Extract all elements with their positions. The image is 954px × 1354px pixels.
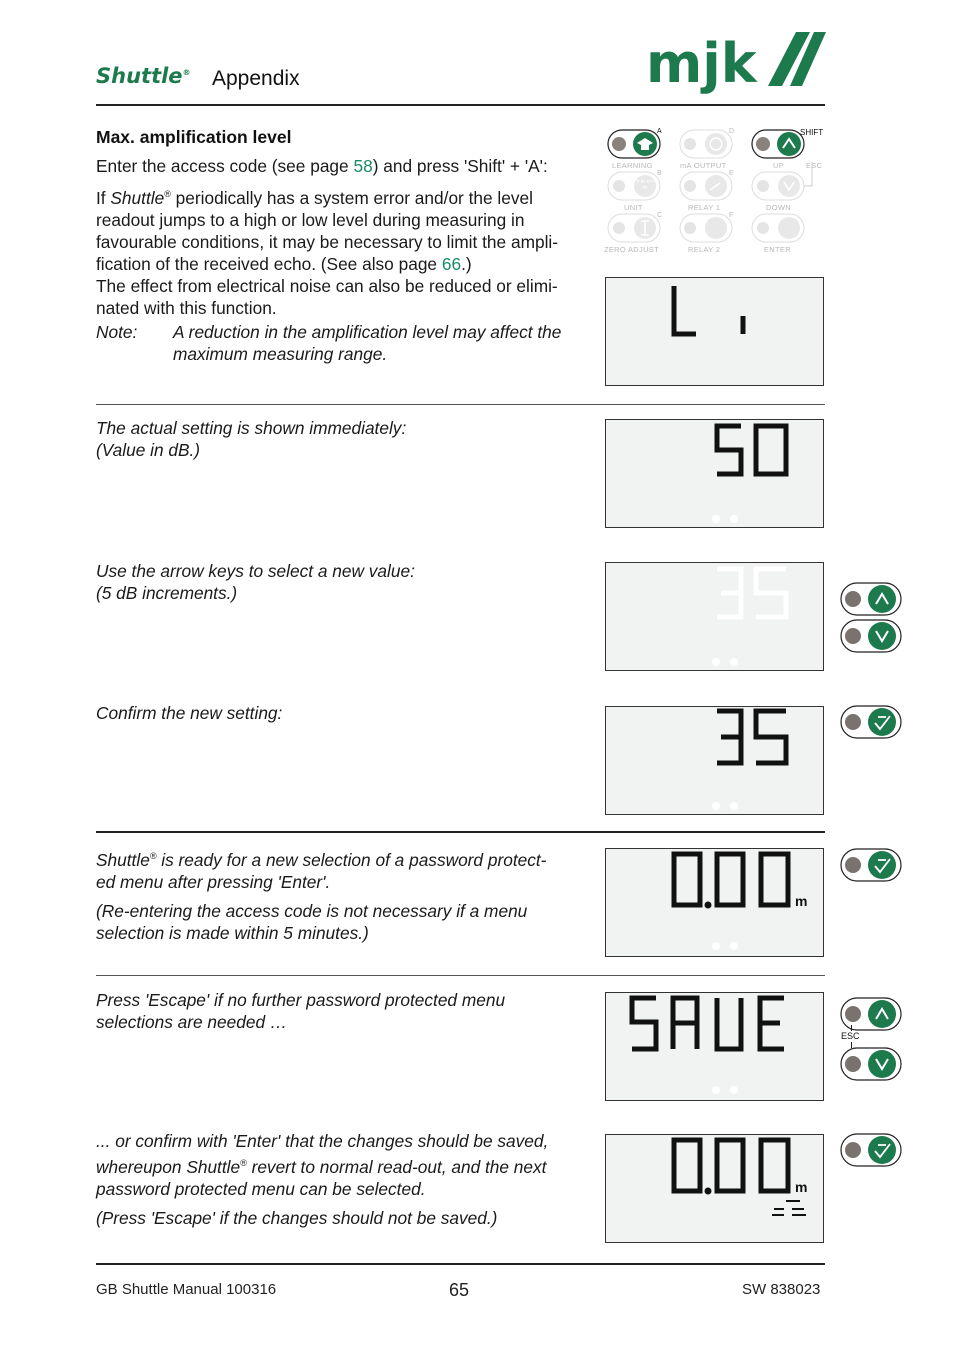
label-esc: ESC xyxy=(806,161,823,170)
section-rule-3 xyxy=(96,975,825,976)
header-rule xyxy=(96,104,825,106)
letter-e: E xyxy=(729,170,734,177)
note-text: A reduction in the amplification level may affect the maximum measuring range. xyxy=(173,322,562,364)
lcd-display-3 xyxy=(605,562,824,671)
esc-label: ESC xyxy=(841,1031,860,1041)
footer-manual: GB Shuttle Manual 100316 xyxy=(96,1281,277,1298)
section-heading: Max. amplification level xyxy=(96,127,292,147)
lcd-35-digits xyxy=(606,707,825,816)
label-shift: SHIFT xyxy=(800,128,824,137)
label-learning: LEARNING xyxy=(612,161,653,170)
lcd-000-digits xyxy=(606,849,825,958)
enter-key[interactable] xyxy=(752,214,804,242)
footer-rule xyxy=(96,1263,825,1265)
down-button[interactable] xyxy=(840,1047,904,1081)
explanation-paragraph: If Shuttle® periodically has a system error and/or the level readout jumps to a high or low level during measuring in favourable conditions, it may be necessary to limit the ampli- fication of the received echo. (See also page 66.) The effect from electrical noise can also be reduced or elimi- nated with this function. xyxy=(96,187,559,318)
step-3-text: Confirm the new setting: xyxy=(96,703,283,723)
ma-output-key[interactable] xyxy=(680,128,735,158)
enter-button[interactable] xyxy=(840,1133,904,1167)
label-enter: ENTER xyxy=(764,245,791,254)
lcd-li-digits xyxy=(606,278,825,387)
page-link-58[interactable]: 58 xyxy=(353,156,373,176)
relay-1-key[interactable] xyxy=(680,172,732,200)
letter-f: F xyxy=(729,212,734,219)
label-up: UP xyxy=(773,161,785,170)
lcd-display-2 xyxy=(605,419,824,528)
up-button[interactable] xyxy=(840,997,904,1031)
down-button[interactable] xyxy=(840,619,904,653)
page-title: Appendix xyxy=(212,67,300,90)
lcd-display-4 xyxy=(605,706,824,815)
footer-sw-number: SW 838023 xyxy=(742,1281,821,1298)
letter-d: D xyxy=(729,128,735,135)
brand-logo: Shuttle® xyxy=(96,64,191,88)
zero-adjust-key[interactable] xyxy=(608,212,663,242)
section-rule-2 xyxy=(96,831,825,833)
step-1-text: The actual setting is shown immediately: (Value in dB.) xyxy=(96,418,407,460)
lcd-35-blink-digits xyxy=(606,563,825,672)
step-4-text: Shuttle® is ready for a new selection of a password protect- ed menu after pressing 'Enter'. (Re-entering the access code is not necessary if a menu selection is made within 5 minutes.) xyxy=(96,849,547,943)
step-5-text: Press 'Escape' if no further password protected menu selections are needed … xyxy=(96,990,506,1032)
label-zero-adjust: ZERO ADJUST xyxy=(604,245,659,254)
down-key[interactable] xyxy=(752,172,804,200)
lcd-save-digits xyxy=(606,993,825,1102)
label-ma-output: mA OUTPUT xyxy=(680,161,727,170)
letter-b: B xyxy=(657,170,662,177)
note-label: Note: xyxy=(96,322,138,342)
enter-button[interactable] xyxy=(840,705,904,739)
lcd-display-5 xyxy=(605,848,824,957)
lcd-display-6 xyxy=(605,992,824,1101)
letter-a: A xyxy=(657,128,662,135)
page-number: 65 xyxy=(449,1280,470,1300)
step-6-text: ... or confirm with 'Enter' that the changes should be saved, whereupon Shuttle® revert to normal read-out, and the next password protected menu can be selected. (Press 'Escape' if the changes should not be saved.) xyxy=(96,1131,549,1228)
level-bars-icon xyxy=(772,1201,806,1215)
mjk-logo-text: mjk xyxy=(646,32,757,95)
label-down: DOWN xyxy=(766,203,791,212)
mjk-logo xyxy=(646,30,828,102)
learning-key[interactable] xyxy=(608,130,660,158)
lcd-display-7 xyxy=(605,1134,824,1243)
up-key[interactable] xyxy=(752,130,804,158)
enter-button[interactable] xyxy=(840,848,904,882)
label-unit: UNIT xyxy=(624,203,643,212)
page-link-66[interactable]: 66 xyxy=(441,253,462,274)
label-relay-1: RELAY 1 xyxy=(688,203,721,212)
relay-2-key[interactable] xyxy=(680,214,732,242)
lcd-50-digits xyxy=(606,420,825,529)
unit-label-m: m xyxy=(795,1179,808,1195)
lcd-000-final-digits xyxy=(606,1135,825,1244)
intro-paragraph: Enter the access code (see page 58) and press 'Shift' + 'A': xyxy=(96,156,548,176)
up-button[interactable] xyxy=(840,582,904,616)
lcd-display-1 xyxy=(605,277,824,386)
step-2-text: Use the arrow keys to select a new value: (5 dB increments.) xyxy=(96,561,415,603)
unit-label-m: m xyxy=(795,893,808,909)
letter-c: C xyxy=(657,212,663,219)
label-relay-2: RELAY 2 xyxy=(688,245,721,254)
section-rule-1 xyxy=(96,404,825,405)
keypad-panel xyxy=(600,124,832,258)
unit-icon-text: ft in cm m xyxy=(636,179,654,191)
